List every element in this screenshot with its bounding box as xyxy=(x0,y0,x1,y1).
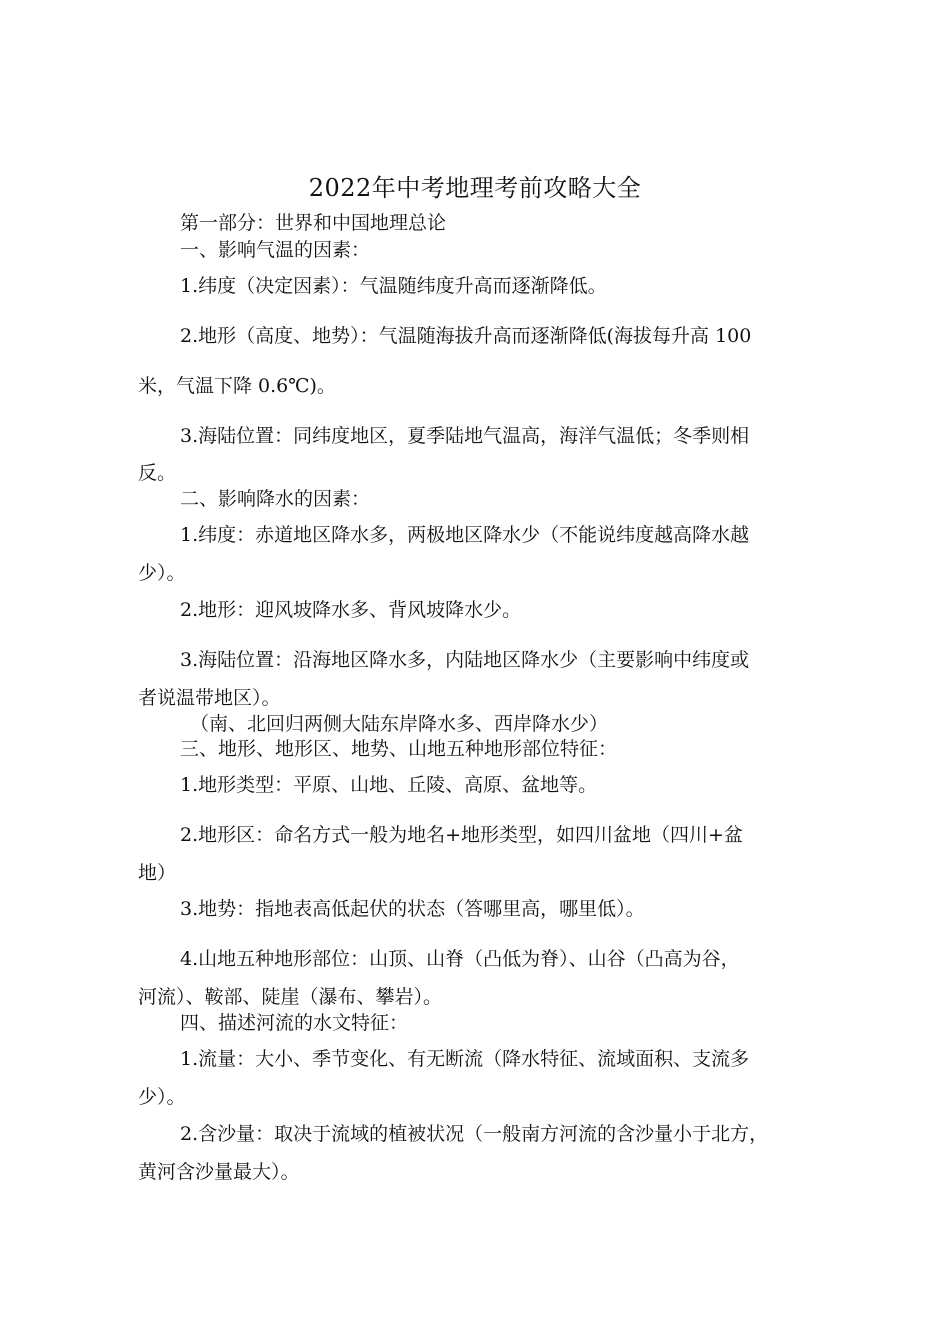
paragraph-line: 3.海陆位置：沿海地区降水多，内陆地区降水少（主要影响中纬度或 xyxy=(180,649,750,671)
paragraph-line: 黄河含沙量最大）。 xyxy=(138,1161,300,1183)
section-heading: 四、描述河流的水文特征： xyxy=(180,1012,409,1034)
paragraph-line: 1.纬度：赤道地区降水多，两极地区降水少（不能说纬度越高降水越 xyxy=(180,524,750,546)
paragraph-line: 2.地形：迎风坡降水多、背风坡降水少。 xyxy=(180,599,522,621)
paragraph-line: 地） xyxy=(138,862,177,884)
paragraph-line: 3.地势：指地表高低起伏的状态（答哪里高，哪里低）。 xyxy=(180,898,645,920)
section-heading: 二、影响降水的因素： xyxy=(180,488,371,510)
paragraph-line: 反。 xyxy=(138,462,177,484)
paragraph-line: 者说温带地区）。 xyxy=(138,687,281,709)
section-heading: 三、地形、地形区、地势、山地五种地形部位特征： xyxy=(180,738,618,760)
paragraph-line: 米，气温下降 0.6℃)。 xyxy=(138,375,336,397)
paragraph-line: 少）。 xyxy=(138,562,186,584)
paragraph-line: 少）。 xyxy=(138,1086,186,1108)
section-heading: 一、影响气温的因素： xyxy=(180,239,371,261)
paragraph-line: 3.海陆位置：同纬度地区，夏季陆地气温高，海洋气温低；冬季则相 xyxy=(180,425,750,447)
paragraph-line: 1.纬度（决定因素）：气温随纬度升高而逐渐降低。 xyxy=(180,275,607,297)
paragraph-line: 4.山地五种地形部位：山顶、山脊（凸低为脊）、山谷（凸高为谷， xyxy=(180,948,740,970)
part-heading: 第一部分：世界和中国地理总论 xyxy=(180,212,447,234)
paragraph-line: 2.地形区：命名方式一般为地名+地形类型，如四川盆地（四川+盆 xyxy=(180,824,743,846)
paragraph-line: 2.含沙量：取决于流域的植被状况（一般南方河流的含沙量小于北方， xyxy=(180,1123,769,1145)
paragraph-line: 1.地形类型：平原、山地、丘陵、高原、盆地等。 xyxy=(180,774,598,796)
paragraph-line: 河流）、鞍部、陡崖（瀑布、攀岩）。 xyxy=(138,986,443,1008)
document-title: 2022年中考地理考前攻略大全 xyxy=(308,174,642,202)
paragraph-line: （南、北回归两侧大陆东岸降水多、西岸降水少） xyxy=(190,713,609,735)
paragraph-line: 1.流量：大小、季节变化、有无断流（降水特征、流域面积、支流多 xyxy=(180,1048,750,1070)
paragraph-line: 2.地形（高度、地势）：气温随海拔升高而逐渐降低(海拔每升高 100 xyxy=(180,325,752,347)
